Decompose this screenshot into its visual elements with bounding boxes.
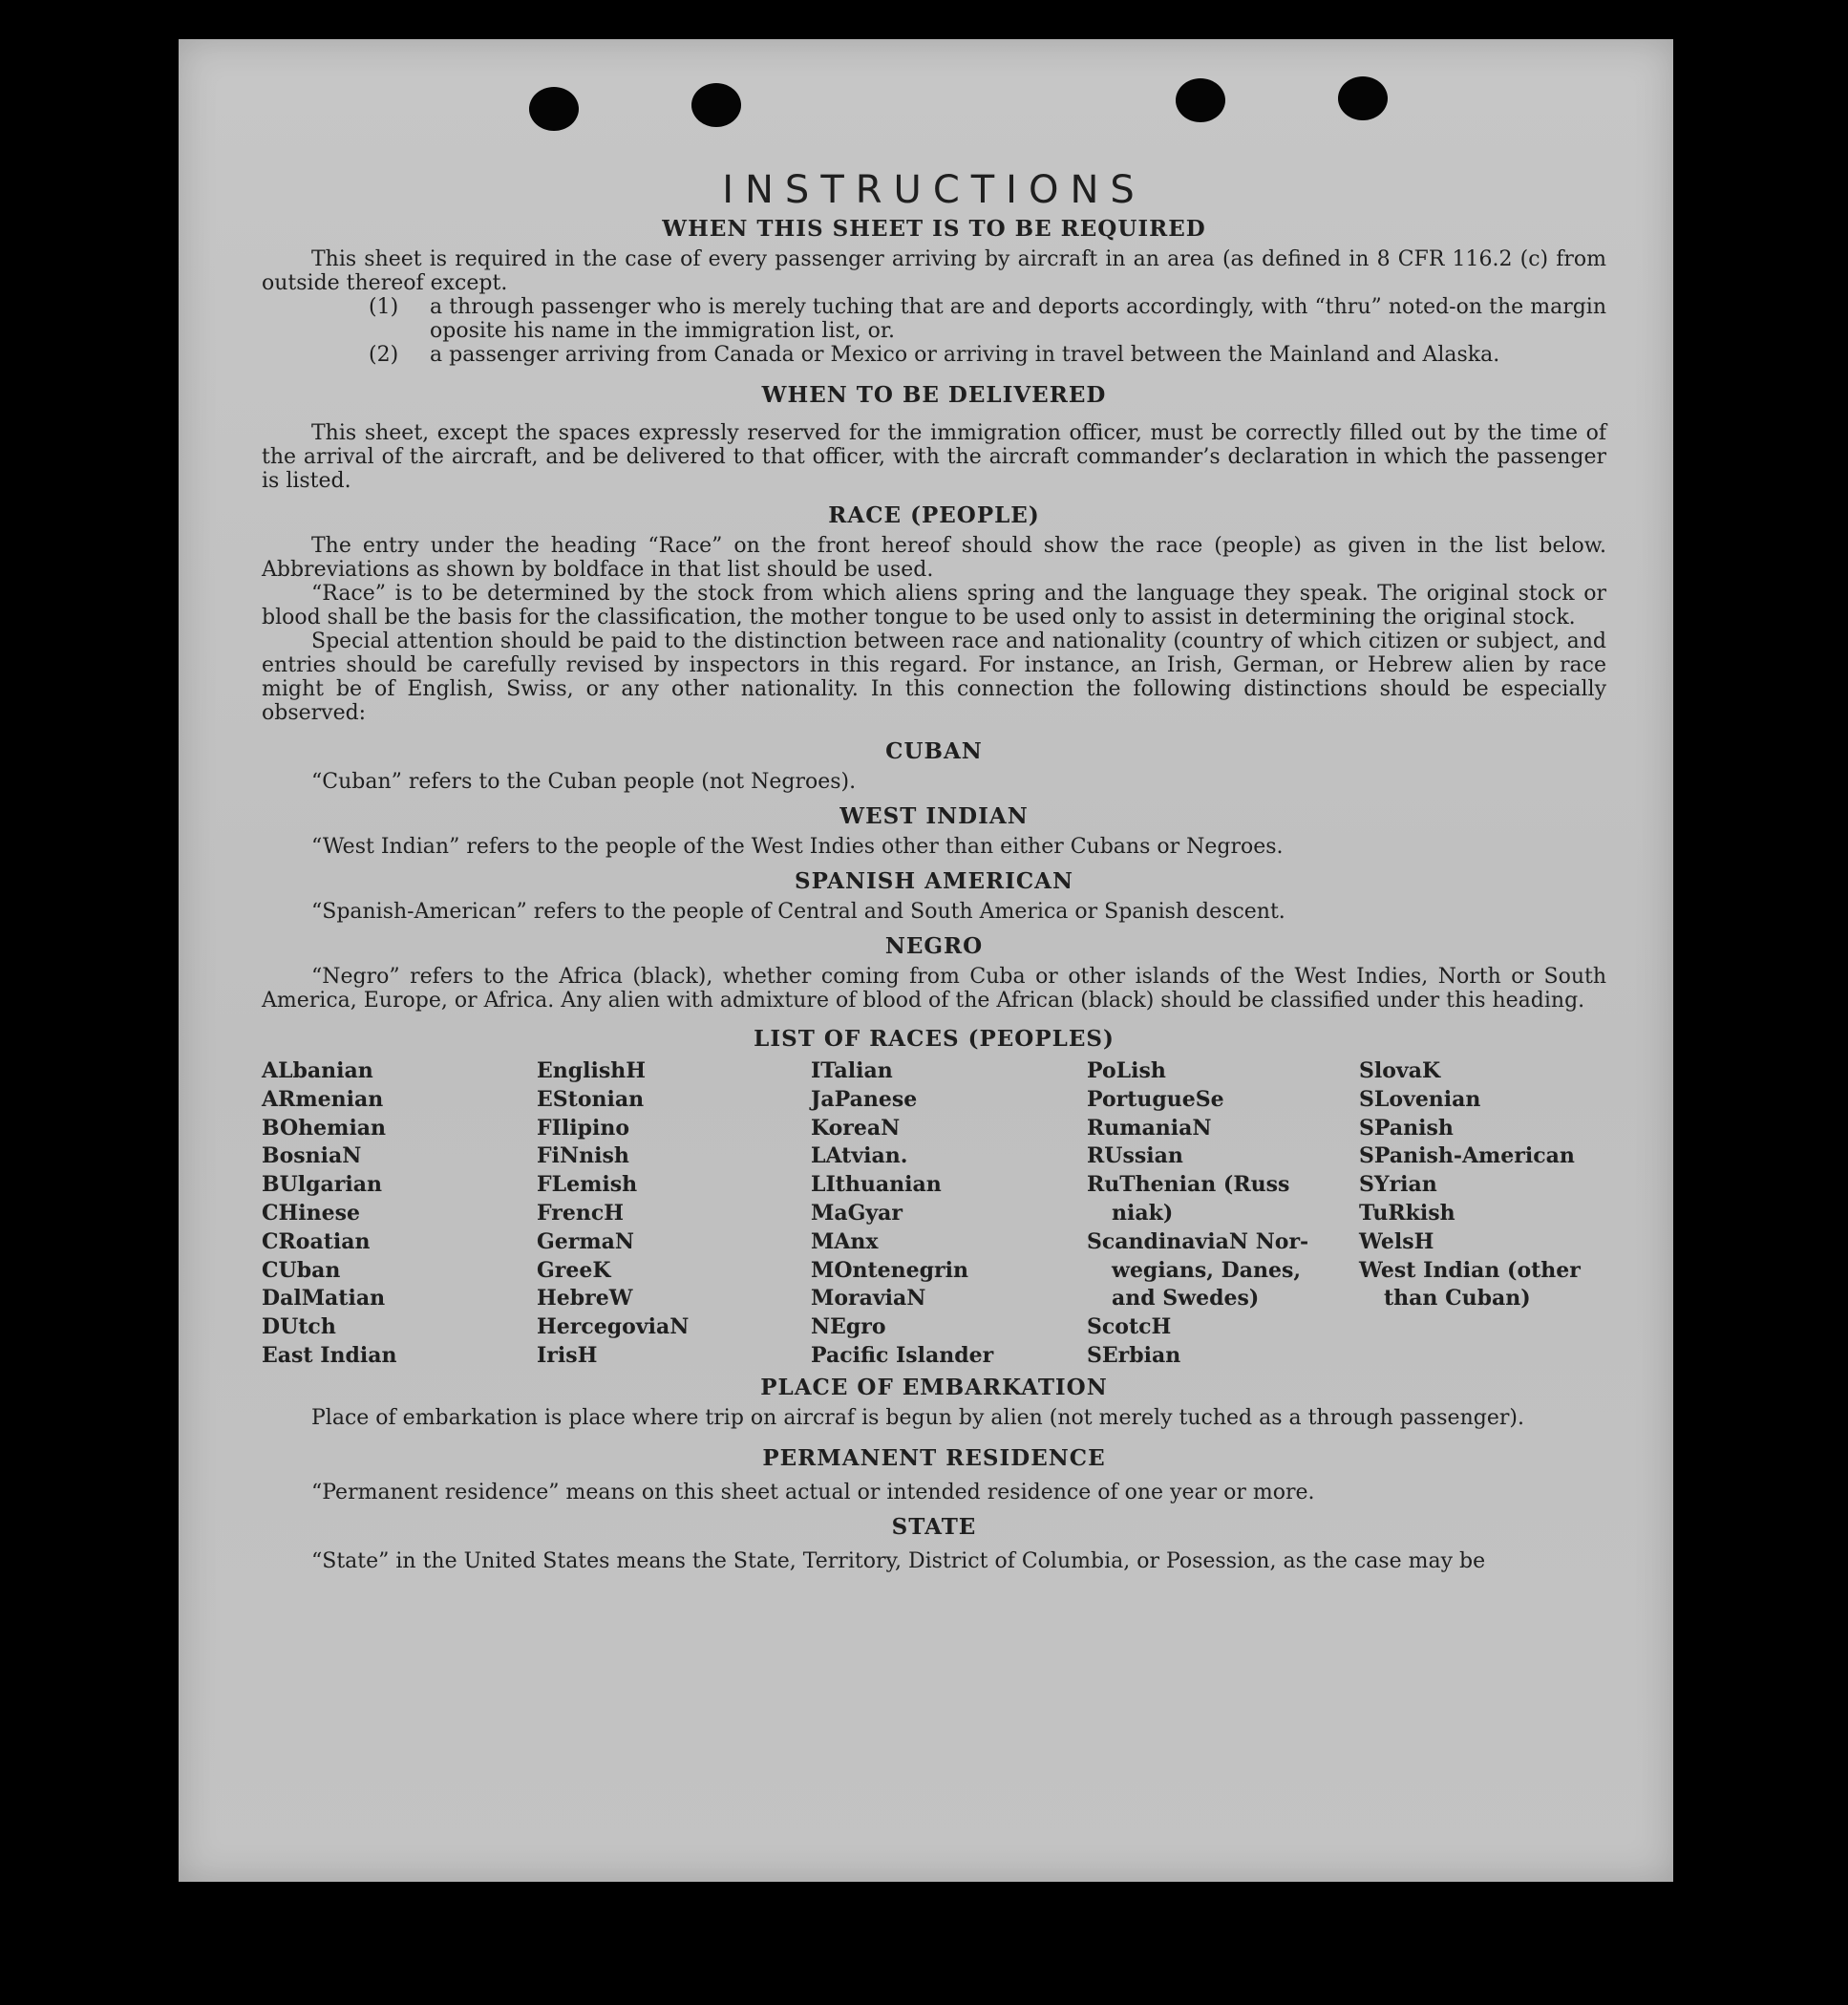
heading-spanish-american: SPANISH AMERICAN xyxy=(794,868,1074,894)
race-item: FIlipino xyxy=(537,1115,630,1141)
heading-cuban: CUBAN xyxy=(885,738,983,764)
race-item: RumaniaN xyxy=(1087,1115,1212,1141)
list-item xyxy=(262,343,1606,367)
race-item: SYrian xyxy=(1359,1172,1437,1198)
heading-race: RACE (PEOPLE) xyxy=(828,502,1040,528)
race-item: ITalian xyxy=(811,1058,893,1083)
race-item: HebreW xyxy=(537,1286,633,1312)
race-item: LIthuanian xyxy=(811,1172,942,1198)
instructions-content xyxy=(262,168,1606,1573)
state-text: “State” in the United States means the State, Territory, District of Columbia, or Posession, as the case may be xyxy=(311,1548,1486,1573)
race-item: SErbian xyxy=(1087,1342,1181,1368)
item-number: (1) xyxy=(369,295,399,319)
race-item: FiNnish xyxy=(537,1143,629,1169)
punch-hole xyxy=(691,83,741,127)
race-item: PortugueSe xyxy=(1087,1086,1224,1112)
race-item: MoraviaN xyxy=(811,1286,926,1312)
race-item: KoreaN xyxy=(811,1115,901,1141)
race-item: WelsH xyxy=(1359,1228,1434,1254)
race-item: RuThenian (Russ xyxy=(1087,1172,1290,1198)
negro-text: “Negro” refers to the Africa (black), whether coming from Cuba or other islands of the West Indies, North or South America, Europe, or Africa. Any alien with admixture of blood of the African (black) should be classified under this heading. xyxy=(262,965,1606,1013)
race-item: than Cuban) xyxy=(1384,1286,1531,1312)
race-item: PoLish xyxy=(1087,1058,1166,1083)
race-item: CUban xyxy=(262,1257,341,1283)
race-paragraph-2: “Race” is to be determined by the stock from which aliens spring and the language they speak. The original stock or blood shall be the basis for the classification, the mother tongue to be used only to assist in determining the original stock. xyxy=(262,582,1606,629)
race-column xyxy=(811,1057,1087,1371)
race-item: FrencH xyxy=(537,1200,624,1226)
race-item: BUlgarian xyxy=(262,1172,382,1198)
race-item: SPanish-American xyxy=(1359,1143,1575,1169)
race-item: SPanish xyxy=(1359,1115,1454,1141)
race-item: GreeK xyxy=(537,1257,611,1283)
item-text: a passenger arriving from Canada or Mexico or arriving in travel between the Mainland and Alaska. xyxy=(430,343,1500,367)
race-item: ALbanian xyxy=(262,1058,373,1083)
cuban-text: “Cuban” refers to the Cuban people (not Negroes). xyxy=(311,770,857,794)
race-item: CHinese xyxy=(262,1200,361,1226)
races-list xyxy=(262,1057,1606,1371)
race-paragraph-1: The entry under the heading “Race” on the front hereof should show the race (people) as given in the list below. Abbreviations as shown by boldface in that list should be used. xyxy=(262,534,1606,582)
race-item: SlovaK xyxy=(1359,1058,1441,1083)
race-item: EStonian xyxy=(537,1086,645,1112)
race-item: and Swedes) xyxy=(1112,1286,1260,1312)
embarkation-text: Place of embarkation is place where trip on aircraf is begun by alien (not merely tuched as a through passenger). xyxy=(311,1405,1524,1430)
race-item: CRoatian xyxy=(262,1228,371,1254)
heading-embarkation: PLACE OF EMBARKATION xyxy=(760,1374,1108,1400)
item-text: a through passenger who is merely tuching that are and deports accordingly, with “thru” noted-on the margin oposite his name in the immigration list, or. xyxy=(430,295,1606,343)
race-item: ScotcH xyxy=(1087,1314,1172,1340)
page-title: INSTRUCTIONS xyxy=(722,168,1146,212)
west-indian-text: “West Indian” refers to the people of the West Indies other than either Cubans or Negroes. xyxy=(311,835,1284,859)
race-item: RUssian xyxy=(1087,1143,1183,1169)
race-item: ARmenian xyxy=(262,1086,384,1112)
race-item: HercegoviaN xyxy=(537,1314,690,1340)
race-item: IrisH xyxy=(537,1342,598,1368)
race-item: TuRkish xyxy=(1359,1200,1455,1226)
heading-state: STATE xyxy=(891,1513,977,1540)
race-item: East Indian xyxy=(262,1342,397,1368)
residence-text: “Permanent residence” means on this sheet actual or intended residence of one year or more. xyxy=(311,1480,1315,1504)
item-number: (2) xyxy=(369,343,399,367)
punch-hole xyxy=(529,87,579,131)
race-item: MaGyar xyxy=(811,1200,903,1226)
heading-west-indian: WEST INDIAN xyxy=(839,803,1029,829)
race-item: SLovenian xyxy=(1359,1086,1481,1112)
race-column xyxy=(262,1057,537,1371)
race-item: JaPanese xyxy=(811,1086,918,1112)
spanish-american-text: “Spanish-American” refers to the people of Central and South America or Spanish descent. xyxy=(311,900,1285,924)
race-item: NEgro xyxy=(811,1314,886,1340)
race-item: niak) xyxy=(1112,1200,1174,1226)
race-item: GermaN xyxy=(537,1228,635,1254)
race-item: West Indian (other xyxy=(1359,1257,1581,1283)
race-item: Pacific Islander xyxy=(811,1342,994,1368)
heading-residence: PERMANENT RESIDENCE xyxy=(762,1444,1106,1471)
heading-list-of-races: LIST OF RACES (PEOPLES) xyxy=(754,1026,1115,1052)
race-column xyxy=(1359,1057,1606,1371)
race-item: FLemish xyxy=(537,1172,638,1198)
race-item: DalMatian xyxy=(262,1286,386,1312)
race-column xyxy=(1087,1057,1359,1371)
race-item: EnglishH xyxy=(537,1058,647,1083)
race-item: ScandinaviaN Nor- xyxy=(1087,1228,1309,1254)
punch-hole xyxy=(1176,78,1225,122)
heading-required: WHEN THIS SHEET IS TO BE REQUIRED xyxy=(662,216,1206,242)
race-item: BOhemian xyxy=(262,1115,387,1141)
required-intro: This sheet is required in the case of every passenger arriving by aircraft in an area (as defined in 8 CFR 116.2 (c) from outside thereof except. xyxy=(262,247,1606,295)
race-column xyxy=(537,1057,811,1371)
race-item: DUtch xyxy=(262,1314,336,1340)
race-item: MOntenegrin xyxy=(811,1257,968,1283)
heading-delivered: WHEN TO BE DELIVERED xyxy=(761,382,1107,408)
race-item: LAtvian. xyxy=(811,1143,908,1169)
list-item xyxy=(262,295,1606,343)
punch-hole xyxy=(1338,76,1388,120)
race-item: MAnx xyxy=(811,1228,879,1254)
document-sheet xyxy=(179,39,1673,1882)
race-paragraph-3: Special attention should be paid to the distinction between race and nationality (country of which citizen or subject, and entries should be carefully revised by inspectors in this regard. For instance, an Irish, German, or Hebrew alien by race might be of English, Swiss, or any other nationality. In this connection the following distinctions should be especially observed: xyxy=(262,629,1606,725)
race-item: wegians, Danes, xyxy=(1112,1257,1301,1283)
heading-negro: NEGRO xyxy=(884,933,984,959)
race-item: BosniaN xyxy=(262,1143,362,1169)
delivered-text: This sheet, except the spaces expressly reserved for the immigration officer, must be correctly filled out by the time of the arrival of the aircraft, and be delivered to that officer, with the aircraft commander’s declaration in which the passenger is listed. xyxy=(262,421,1606,493)
